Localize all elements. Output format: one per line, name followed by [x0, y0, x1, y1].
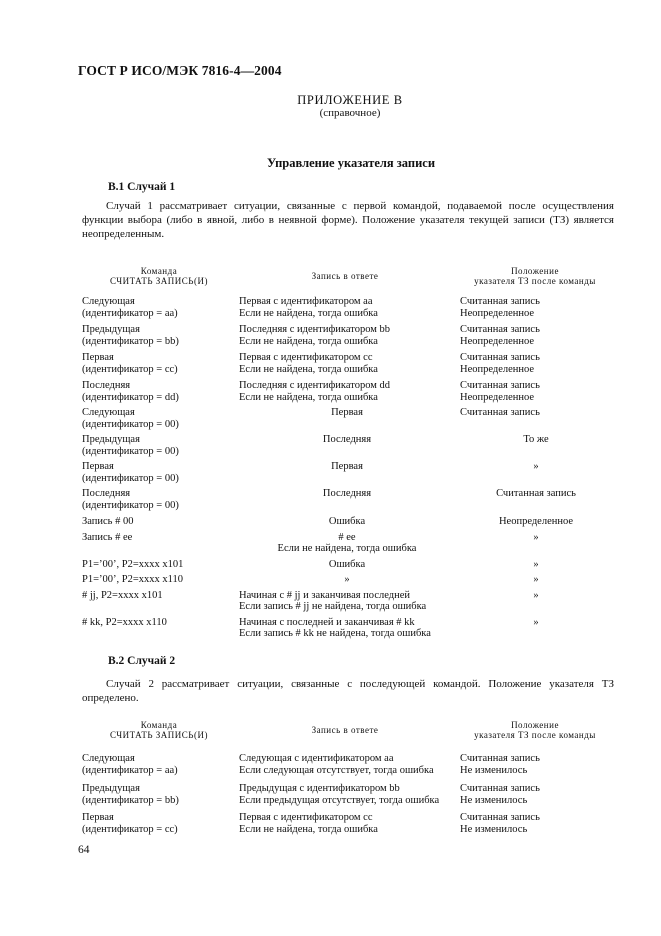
- page-number: 64: [78, 844, 90, 856]
- case1-col3-header: Положение указателя ТЗ после команды: [474, 266, 596, 286]
- appendix-title: ПРИЛОЖЕНИЕ B: [297, 93, 403, 107]
- case2-col2-header: Запись в ответе: [311, 725, 379, 735]
- case1-title: B.1 Случай 1: [108, 181, 176, 193]
- appendix-subtitle: (справочное): [319, 107, 381, 119]
- case2-title: B.2 Случай 2: [108, 655, 176, 667]
- case1-col2-header: Запись в ответе: [311, 271, 379, 281]
- case2-col3-header: Положение указателя ТЗ после команды: [474, 720, 596, 740]
- case1-col1-header: Команда СЧИТАТЬ ЗАПИСЬ(И): [110, 266, 208, 286]
- case2-text: Случай 2 рассматривает ситуации, связанные с последующей командой. Положение указателя ТЗ определено.: [82, 678, 614, 704]
- case1-text: Случай 1 рассматривает ситуации, связанные с первой командой, подаваемой после осуществления функции выбора (либо в явной, либо в неявной форме). Положение указателя текущей записи (ТЗ) является неопределенным.: [82, 200, 614, 240]
- document-header: ГОСТ Р ИСО/МЭК 7816-4—2004: [78, 63, 282, 78]
- section-title: Управление указателя записи: [266, 156, 436, 170]
- case2-col1-header: Команда СЧИТАТЬ ЗАПИСЬ(И): [110, 720, 208, 740]
